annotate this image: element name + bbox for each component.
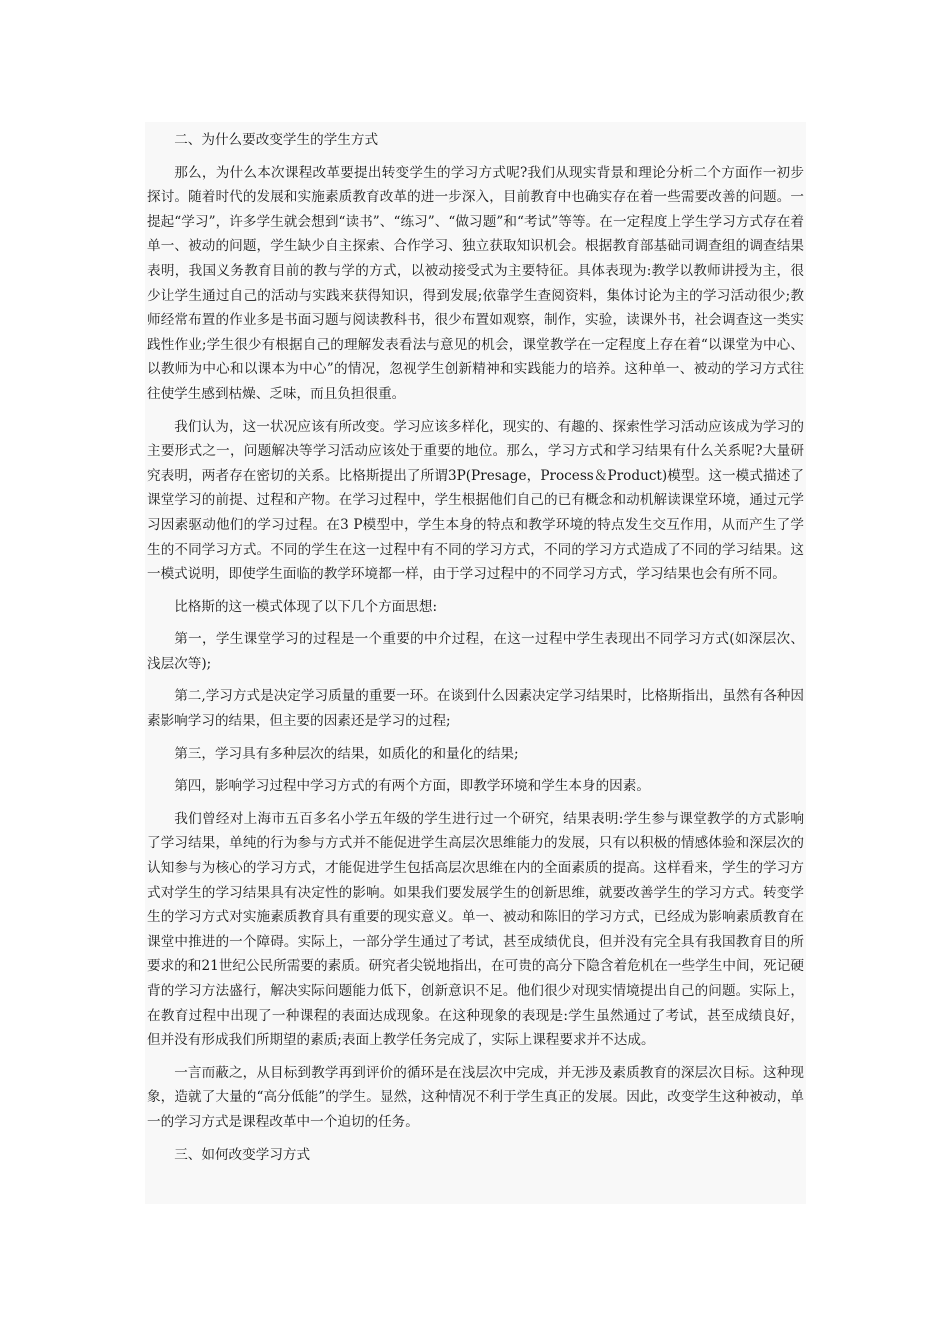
paragraph-6: 第三，学习具有多种层次的结果，如质化的和量化的结果; [174, 745, 519, 762]
paragraph-5: 第二,学习方式是决定学习质量的重要一环。在谈到什么因素决定学习结果时，比格斯指出，虽然有各种因素影响学习的结果，但主要的因素还是学习的过程; [147, 688, 804, 730]
document-body [145, 122, 806, 1204]
section-heading-3: 三、如何改变学习方式 [174, 1146, 311, 1163]
paragraph-9: 一言而蔽之，从目标到教学再到评价的循环是在浅层次中完成，并无涉及素质教育的深层次目标。这种现象，造就了大量的“高分低能”的学生。显然，这种情况不利于学生真正的发展。因此，改变学生这种被动，单一的学习方式是课程改革中一个迫切的任务。 [147, 1064, 804, 1130]
paragraph-8: 我们曾经对上海市五百多名小学五年级的学生进行过一个研究，结果表明:学生参与课堂教学的方式影响了学习结果，单纯的行为参与方式并不能促进学生高层次思维能力的发展，只有以积极的情感体验和深层次的认知参与为核心的学习方式，才能促进学生包括高层次思维在内的全面素质的提高。这样看来，学生的学习方式对学生的学习结果具有决定性的影响。如果我们要发展学生的创新思维，就要改善学生的学习方式。转变学生的学习方式对实施素质教育具有重要的现实意义。单一、被动和陈旧的学习方式，已经成为影响素质教育在课堂中推进的一个障碍。实际上，一部分学生通过了考试，甚至成绩优良，但并没有完全具有我国教育目的所要求的和21世纪公民所需要的素质。研究者尖锐地指出，在可贵的高分下隐含着危机在一些学生中间，死记硬背的学习方法盛行，解决实际问题能力低下，创新意识不足。他们很少对现实情境提出自己的问题。实际上，在教育过程中出现了一种课程的表面达成现象。在这种现象的表现是:学生虽然通过了考试，甚至成绩良好，但并没有形成我们所期望的素质;表面上教学任务完成了，实际上课程要求并不达成。 [147, 810, 804, 1049]
paragraph-1: 那么，为什么本次课程改革要提出转变学生的学习方式呢?我们从现实背景和理论分析二个方面作一初步探讨。随着时代的发展和实施素质教育改革的进一步深入，目前教育中也确实存在着一些需要改善的问题。一提起“学习”，许多学生就会想到“读书”、“练习”、“做习题”和“考试”等等。在一定程度上学生学习方式存在着单一、被动的问题，学生缺少自主探索、合作学习、独立获取知识机会。根据教育部基础司调查组的调查结果表明，我国义务教育目前的教与学的方式，以被动接受式为主要特征。具体表现为:教学以教师讲授为主，很少让学生通过自己的活动与实践来获得知识，得到发展;依靠学生查阅资料，集体讨论为主的学习活动很少;教师经常布置的作业多是书面习题与阅读教科书，很少布置如观察，制作，实验，读课外书，社会调查这一类实践性作业;学生很少有根据自己的理解发表看法与意见的机会，课堂教学在一定程度上存在着“以课堂为中心、以教师为中心和以课本为中心”的情况，忽视学生创新精神和实践能力的培养。这种单一、被动的学习方式往往使学生感到枯燥、乏味，而且负担很重。 [147, 164, 804, 402]
section-heading-2: 二、为什么要改变学生的学生方式 [174, 132, 379, 148]
paragraph-2: 我们认为，这一状况应该有所改变。学习应该多样化，现实的、有趣的、探索性学习活动应该成为学习的主要形式之一，问题解决等学习活动应该处于重要的地位。那么，学习方式和学习结果有什么关系呢?大量研究表明，两者存在密切的关系。比格斯提出了所谓3P(Presage，Process＆Product)模型。这一模式描述了课堂学习的前提、过程和产物。在学习过程中，学生根据他们自己的已有概念和动机解读课堂环境，通过元学习因素驱动他们的学习过程。在3 P模型中，学生本身的特点和教学环境的特点发生交互作用，从而产生了学生的不同学习方式。不同的学生在这一过程中有不同的学习方式，不同的学习方式造成了不同的学习结果。这一模式说明，即使学生面临的教学环境都一样，由于学习过程中的不同学习方式，学习结果也会有所不同。 [147, 418, 804, 583]
paragraph-3: 比格斯的这一模式体现了以下几个方面思想: [174, 598, 438, 615]
paragraph-7: 第四，影响学习过程中学习方式的有两个方面，即教学环境和学生本身的因素。 [174, 778, 650, 795]
paragraph-4: 第一，学生课堂学习的过程是一个重要的中介过程，在这一过程中学生表现出不同学习方式(如深层次、浅层次等); [147, 631, 804, 672]
